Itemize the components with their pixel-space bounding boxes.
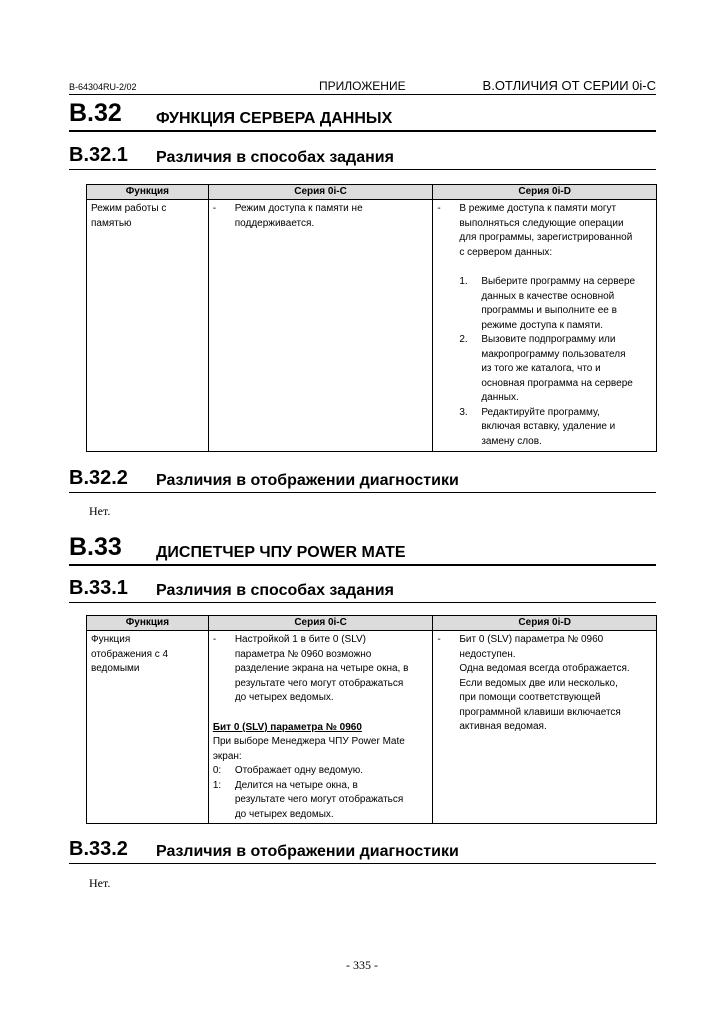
heading-title: Различия в способах задания [156, 582, 394, 599]
cell-line: программы и выполните ее в [481, 305, 617, 316]
item-number: 2. [459, 334, 468, 345]
cell-line: Редактируйте программу, [481, 406, 600, 418]
option-value: 0: [212, 765, 222, 776]
cell-line: поддерживается. [234, 217, 315, 229]
bullet-dash: - [437, 203, 441, 214]
heading-title: Различия в отображении диагностики [156, 843, 459, 860]
cell-line: данных. [481, 392, 519, 403]
table-row [87, 200, 657, 452]
cell-line: параметра № 0960 возможно [234, 648, 372, 660]
col-header-0ic: Серия 0i-C [208, 616, 433, 631]
heading-b32-2 [69, 467, 656, 493]
cell-line: экран: [212, 750, 242, 762]
cell-line: недоступен. [459, 648, 516, 660]
heading-title: Различия в отображении диагностики [156, 472, 459, 489]
appendix-label: ПРИЛОЖЕНИЕ [319, 79, 406, 93]
cell-line: до четырех ведомых. [234, 692, 334, 703]
cell-line: В режиме доступа к памяти могут [459, 203, 617, 214]
cell-line: Делится на четыре окна, в [234, 779, 358, 791]
col-header-0id: Серия 0i-D [433, 616, 657, 631]
cell-line: из того же каталога, что и [481, 363, 601, 374]
heading-title: ДИСПЕТЧЕР ЧПУ POWER MATE [156, 544, 406, 561]
cell-line: Режим работы с [91, 203, 167, 214]
heading-b33 [69, 533, 656, 566]
series-0ic-cell [208, 200, 433, 452]
cell-line: при помощи соответствующей [459, 692, 601, 703]
heading-title: Различия в способах задания [156, 149, 394, 166]
cell-line: результате чего могут отображаться [234, 794, 404, 805]
cell-line: результате чего могут отображаться [234, 677, 404, 689]
item-number: 3. [459, 406, 468, 418]
col-header-function: Функция [87, 616, 209, 631]
heading-number: B.33 [69, 533, 122, 561]
body-text: Нет. [89, 504, 111, 518]
cell-line: Настройкой 1 в бите 0 (SLV) [234, 634, 367, 645]
cell-line: макропрограмму пользователя [481, 348, 626, 360]
series-0ic-cell [208, 631, 433, 824]
doc-id: B-64304RU-2/02 [69, 82, 137, 92]
body-text: Нет. [89, 876, 111, 890]
list-item [459, 333, 652, 406]
cell-line: отображения с 4 [91, 648, 169, 660]
cell-line: Вызовите подпрограмму или [481, 334, 616, 345]
cell-line: Бит 0 (SLV) параметра № 0960 [459, 634, 604, 645]
heading-number: B.33.2 [69, 838, 128, 860]
heading-b33-2 [69, 838, 656, 864]
heading-number: B.32.1 [69, 144, 128, 166]
heading-number: B.32.2 [69, 467, 128, 489]
cell-line: включая вставку, удаление и [481, 421, 616, 432]
cell-line: до четырех ведомых. [234, 808, 334, 820]
cell-line: основная программа на сервере [481, 377, 633, 389]
list-item [459, 275, 652, 333]
series-0id-cell [433, 200, 657, 452]
bullet-dash: - [212, 203, 217, 214]
series-0id-cell [433, 631, 657, 824]
list-item [459, 406, 652, 450]
section-label: B.ОТЛИЧИЯ ОТ СЕРИИ 0i-C [482, 78, 656, 93]
option-item [213, 779, 429, 823]
table-b33-1 [86, 615, 657, 824]
table-row [87, 631, 657, 824]
option-value: 1: [212, 779, 222, 791]
heading-title: ФУНКЦИЯ СЕРВЕРА ДАННЫХ [156, 110, 393, 127]
cell-line: При выборе Менеджера ЧПУ Power Mate [212, 736, 405, 747]
heading-number: B.33.1 [69, 577, 128, 599]
heading-b32 [69, 99, 656, 132]
bullet-dash: - [212, 634, 217, 645]
cell-line: Функция [91, 634, 131, 645]
param-subheading: Бит 0 (SLV) параметра № 0960 [212, 721, 362, 733]
option-item [213, 764, 429, 779]
cell-line: Одна ведомая всегда отображается. [459, 663, 630, 674]
item-number: 1. [459, 276, 468, 287]
cell-line: данных в качестве основной [481, 290, 615, 302]
cell-line: режиме доступа к памяти. [481, 319, 604, 331]
bullet-dash: - [437, 634, 441, 645]
cell-line: программной клавиши включается [459, 706, 621, 718]
cell-line: для программы, зарегистрированной [459, 232, 633, 243]
col-header-0id: Серия 0i-D [433, 185, 657, 200]
col-header-0ic: Серия 0i-C [208, 185, 433, 200]
heading-b32-1 [69, 144, 656, 170]
cell-line: с сервером данных: [459, 246, 553, 258]
col-header-function: Функция [87, 185, 209, 200]
heading-b33-1 [69, 577, 656, 603]
page-number: - 335 - [346, 958, 378, 972]
cell-line: выполняться следующие операции [459, 217, 624, 229]
cell-line: Режим доступа к памяти не [234, 203, 363, 214]
table-b32-1 [86, 184, 657, 452]
heading-number: B.32 [69, 99, 122, 127]
table-header-row [87, 185, 657, 200]
cell-line: Если ведомых две или несколько, [459, 677, 618, 689]
cell-line: замену слов. [481, 435, 542, 447]
page-header [69, 78, 656, 95]
table-header-row [87, 616, 657, 631]
function-cell [87, 631, 209, 824]
cell-line: Выберите программу на сервере [481, 276, 636, 287]
cell-line: Отображает одну ведомую. [234, 765, 363, 776]
cell-line: памятью [91, 217, 132, 229]
function-cell [87, 200, 209, 452]
cell-line: разделение экрана на четыре окна, в [234, 663, 409, 674]
cell-line: ведомыми [91, 663, 140, 674]
cell-line: активная ведомая. [459, 721, 547, 732]
